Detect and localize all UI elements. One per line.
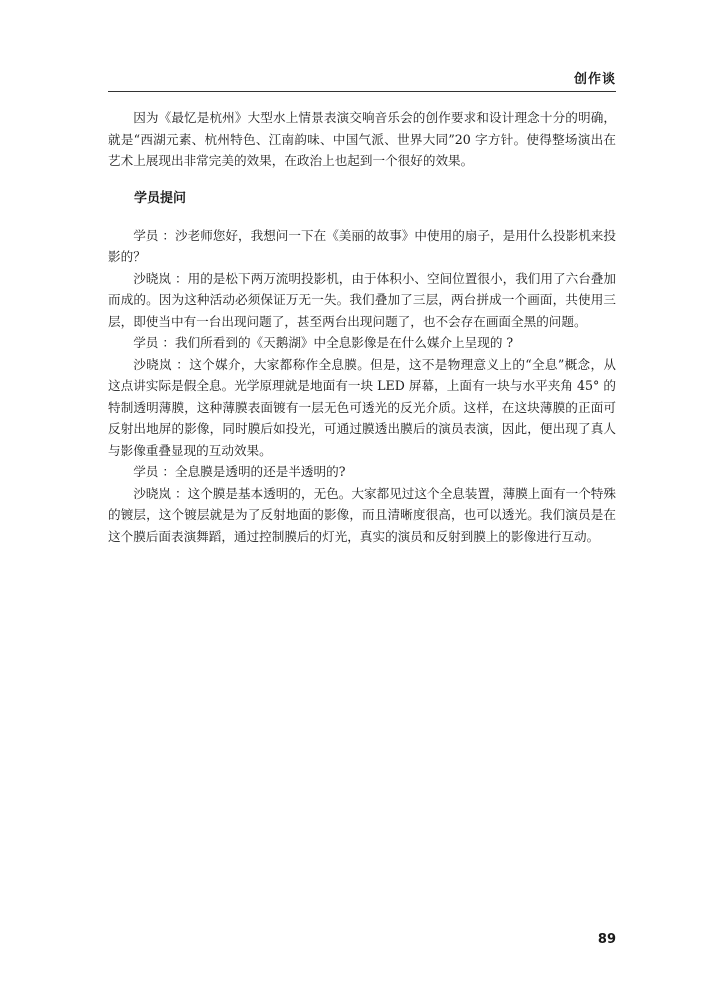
qa-paragraph: 沙晓岚 ：这个膜是基本透明的，无色。大家都见过这个全息装置，薄膜上面有一个特殊的镀层，这个镀层就是为了反射地面的影像，而且清晰度很高，也可以透光。我们演员是在这个膜后面表演舞蹈，通过控制膜后的灯光，真实的演员和反射到膜上的影像进行互动。 bbox=[108, 485, 616, 544]
qa-paragraph: 学员 ：全息膜是透明的还是半透明的? bbox=[133, 464, 346, 479]
qa-paragraph: 学员 ：沙老师您好，我想问一下在《美丽的故事》中使用的扇子，是用什么投影机来投影的？ bbox=[108, 227, 616, 264]
section-title: 学员提问 bbox=[134, 190, 187, 206]
page-content bbox=[108, 107, 616, 547]
qa-paragraph: 学员 ：我们所看到的《天鹅湖》中全息影像是在什么媒介上呈现的 ? bbox=[133, 335, 514, 350]
qa-paragraph: 沙晓岚 ：这个媒介，大家都称作全息膜。但是，这不是物理意义上的“全息”概念，从这点讲实际是假全息。光学原理就是地面有一块 LED 屏幕，上面有一块与水平夹角 45° 的特制透明薄膜，这种薄膜表面镀有一层无色可透光的反光介质。这样，在这块薄膜的正面可反射出地屏的影像，同时膜后如投光，可通过膜透出膜后的演员表演，因此，便出现了真人与影像重叠显现的互动效果。 bbox=[108, 356, 616, 458]
page-number: 89 bbox=[597, 932, 616, 947]
header-rule bbox=[108, 91, 616, 92]
running-header: 创作谈 bbox=[573, 72, 616, 87]
intro-paragraph: 因为《最忆是杭州》大型水上情景表演交响音乐会的创作要求和设计理念十分的明确，就是“西湖元素、杭州特色、江南韵味、中国气派、世界大同”20 字方针。使得整场演出在艺术上展现出非常完美的效果，在政治上也起到一个很好的效果。 bbox=[108, 110, 616, 168]
qa-paragraph: 沙晓岚 ：用的是松下两万流明投影机，由于体积小、空间位置很小，我们用了六台叠加而成的。因为这种活动必须保证万无一失。我们叠加了三层，两台拼成一个画面，共使用三层，即使当中有一台出现问题了，甚至两台出现问题了，也不会存在画面全黑的问题。 bbox=[108, 270, 616, 329]
